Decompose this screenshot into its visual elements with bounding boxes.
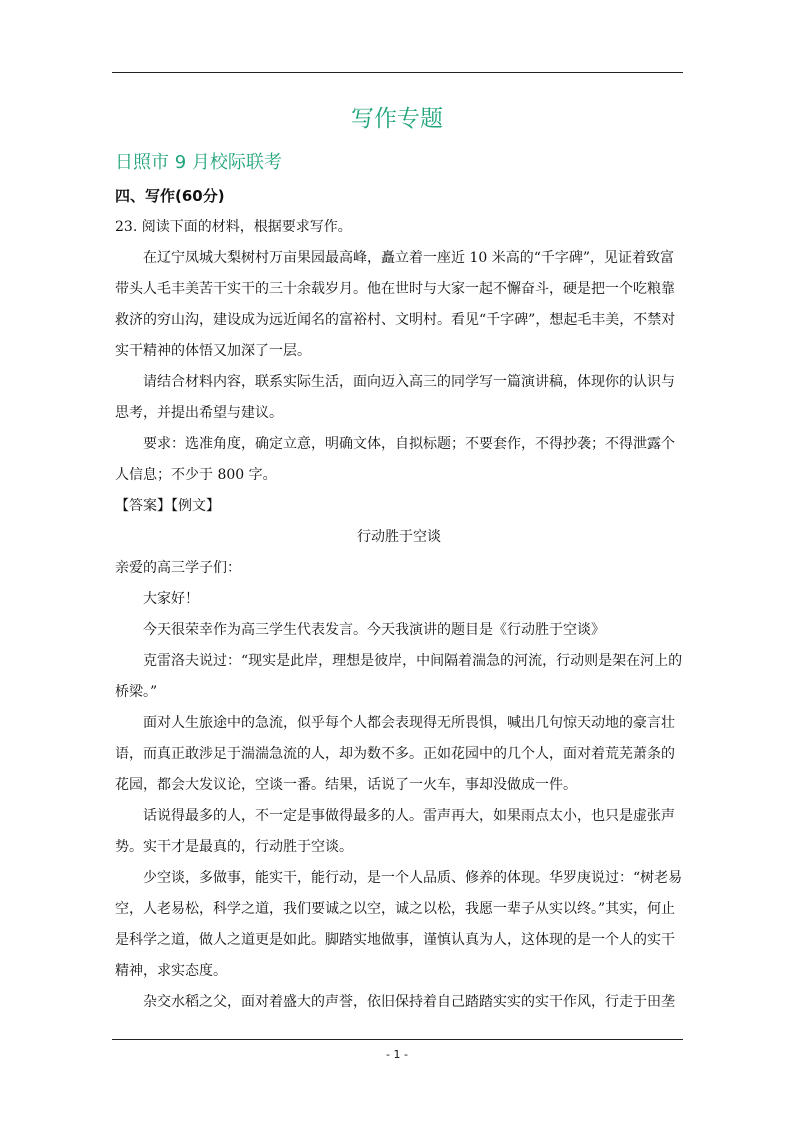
essay-paragraph: 面对人生旅途中的急流，似乎每个人都会表现得无所畏惧，喊出几句惊天动地的豪言壮语，而真正敢涉足于湍湍急流的人，却为数不多。正如花园中的几个人，面对着荒芜萧条的花园，都会大发议论，空谈一番。结果，话说了一火车，事却没做成一件。 bbox=[115, 715, 675, 793]
header-rule bbox=[112, 72, 683, 73]
essay-paragraph: 少空谈，多做事，能实干，能行动，是一个人品质、修养的体现。华罗庚说过：“树老易空，人老易松，科学之道，我们要诚之以空，诚之以松，我愿一辈子从实以终。”其实，何止是科学之道，做人之道更是如此。脚踏实地做事，谨慎认真为人，这体现的是一个人的实干精神，求实态度。 bbox=[115, 870, 683, 979]
requirement-paragraph: 要求：选准角度，确定立意，明确文体，自拟标题；不要套作，不得抄袭；不得泄露个人信息；不少于 800 字。 bbox=[115, 436, 675, 483]
section-heading: 四、写作(60分) bbox=[115, 187, 225, 205]
essay-paragraph: 杂交水稻之父，面对着盛大的声誉，依旧保持着自己踏踏实实的实干作风，行走于田垄 bbox=[143, 994, 675, 1010]
exam-source: 日照市 9 月校际联考 bbox=[115, 152, 282, 173]
page-title: 写作专题 bbox=[351, 106, 443, 132]
document-body bbox=[115, 212, 683, 1018]
essay-paragraph: 今天很荣幸作为高三学生代表发言。今天我演讲的题目是《行动胜于空谈》 bbox=[143, 622, 605, 638]
essay-paragraph: 克雷洛夫说过：“现实是此岸，理想是彼岸，中间隔着湍急的河流，行动则是架在河上的桥梁。” bbox=[115, 653, 683, 700]
essay-hello: 大家好！ bbox=[143, 591, 199, 607]
answer-label: 【答案】【例文】 bbox=[115, 498, 220, 514]
essay-paragraph: 话说得最多的人，不一定是事做得最多的人。雷声再大，如果雨点太小，也只是虚张声势。实干才是最真的，行动胜于空谈。 bbox=[115, 808, 675, 855]
question-line: 23. 阅读下面的材料，根据要求写作。 bbox=[115, 219, 352, 235]
material-paragraph-2: 请结合材料内容，联系实际生活，面向迈入高三的同学写一篇演讲稿，体现你的认识与思考，并提出希望与建议。 bbox=[115, 374, 675, 421]
material-paragraph-1: 在辽宁凤城大梨树村万亩果园最高峰，矗立着一座近 10 米高的“千字碑”，见证着致富带头人毛丰美苦干实干的三十余载岁月。他在世时与大家一起不懈奋斗，硬是把一个吃粮靠救济的穷山沟，建设成为远近闻名的富裕村、文明村。看见“千字碑”，想起毛丰美，不禁对实干精神的体悟又加深了一层。 bbox=[115, 250, 676, 359]
page-number: - 1 - bbox=[386, 1048, 408, 1061]
essay-greeting: 亲爱的高三学子们： bbox=[115, 560, 241, 576]
footer-rule bbox=[112, 1039, 683, 1040]
essay-title: 行动胜于空谈 bbox=[357, 529, 441, 545]
